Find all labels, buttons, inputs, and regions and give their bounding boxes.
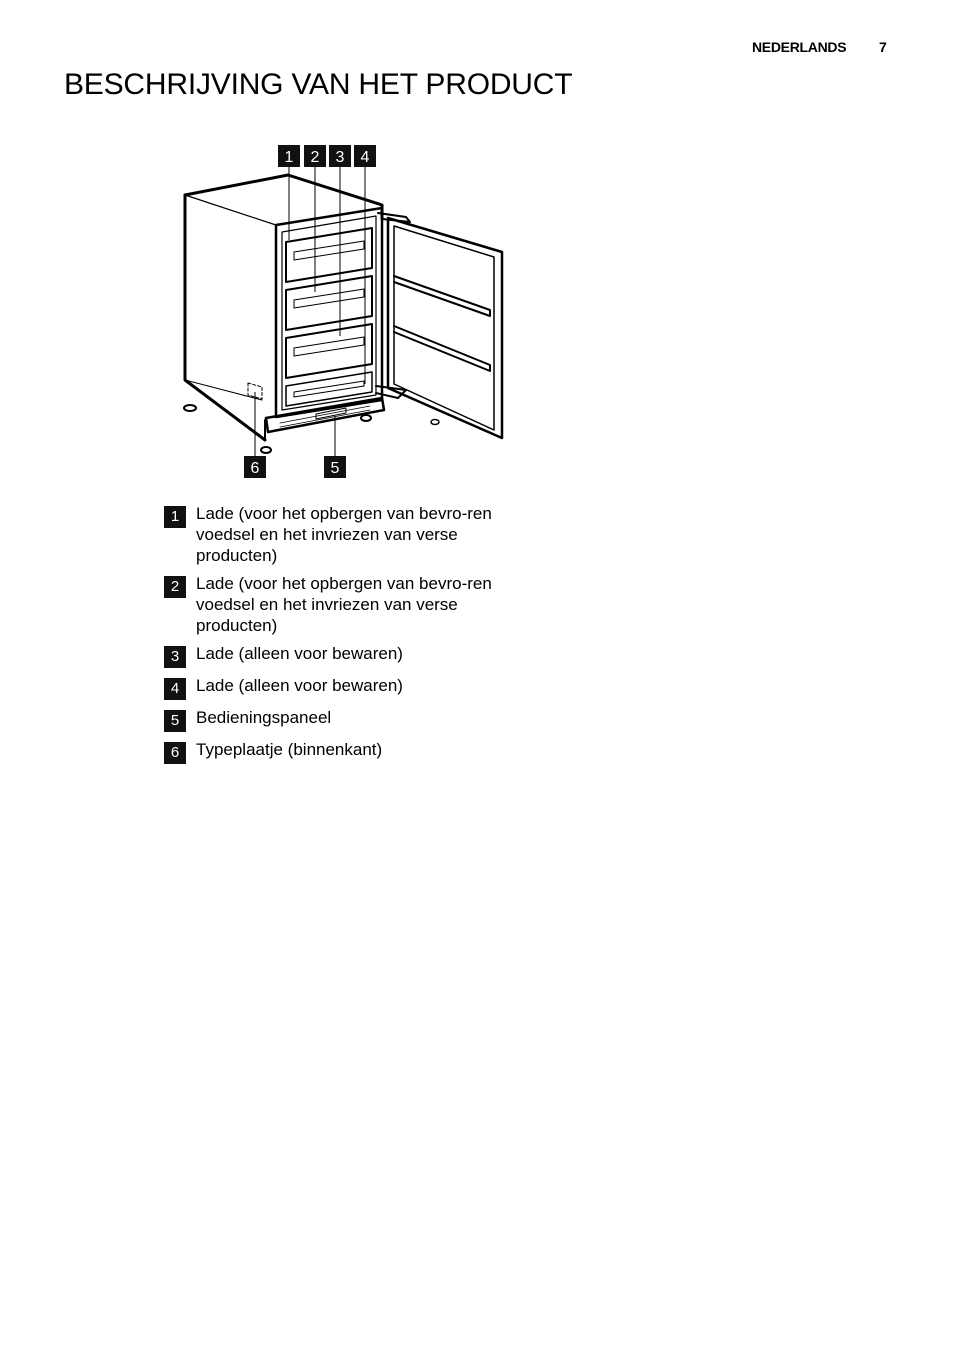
legend-item [164,739,524,764]
page-title: BESCHRIJVING VAN HET PRODUCT [64,68,573,101]
freezer-illustration [170,140,520,485]
page-number: 7 [879,39,887,55]
callout-1: 1 [284,149,294,166]
legend-text: Lade (alleen voor bewaren) [196,676,403,695]
header-language: NEDERLANDS [752,39,847,55]
legend-text: Lade (voor het opbergen van bevro-ren voedsel en het invriezen van verse producten) [196,504,492,565]
legend-number: 5 [164,710,186,732]
callout-3: 3 [335,149,345,166]
product-figure [170,140,520,485]
legend-number: 6 [164,742,186,764]
legend-number: 1 [164,506,186,528]
legend-text: Lade (alleen voor bewaren) [196,644,403,663]
legend-item [164,707,524,732]
legend-item [164,573,524,636]
legend-text: Typeplaatje (binnenkant) [196,740,383,759]
legend-item [164,503,524,566]
legend-text: Bedieningspaneel [196,708,332,727]
legend-item [164,643,524,668]
callout-6: 6 [250,460,260,477]
callout-2: 2 [310,149,320,166]
legend-number: 2 [164,576,186,598]
legend-number: 3 [164,646,186,668]
legend-text: Lade (voor het opbergen van bevro-ren voedsel en het invriezen van verse producten) [196,574,492,635]
legend-number: 4 [164,678,186,700]
callout-5: 5 [330,460,340,477]
callout-4: 4 [360,149,370,166]
legend-item [164,675,524,700]
legend-list [164,503,524,771]
